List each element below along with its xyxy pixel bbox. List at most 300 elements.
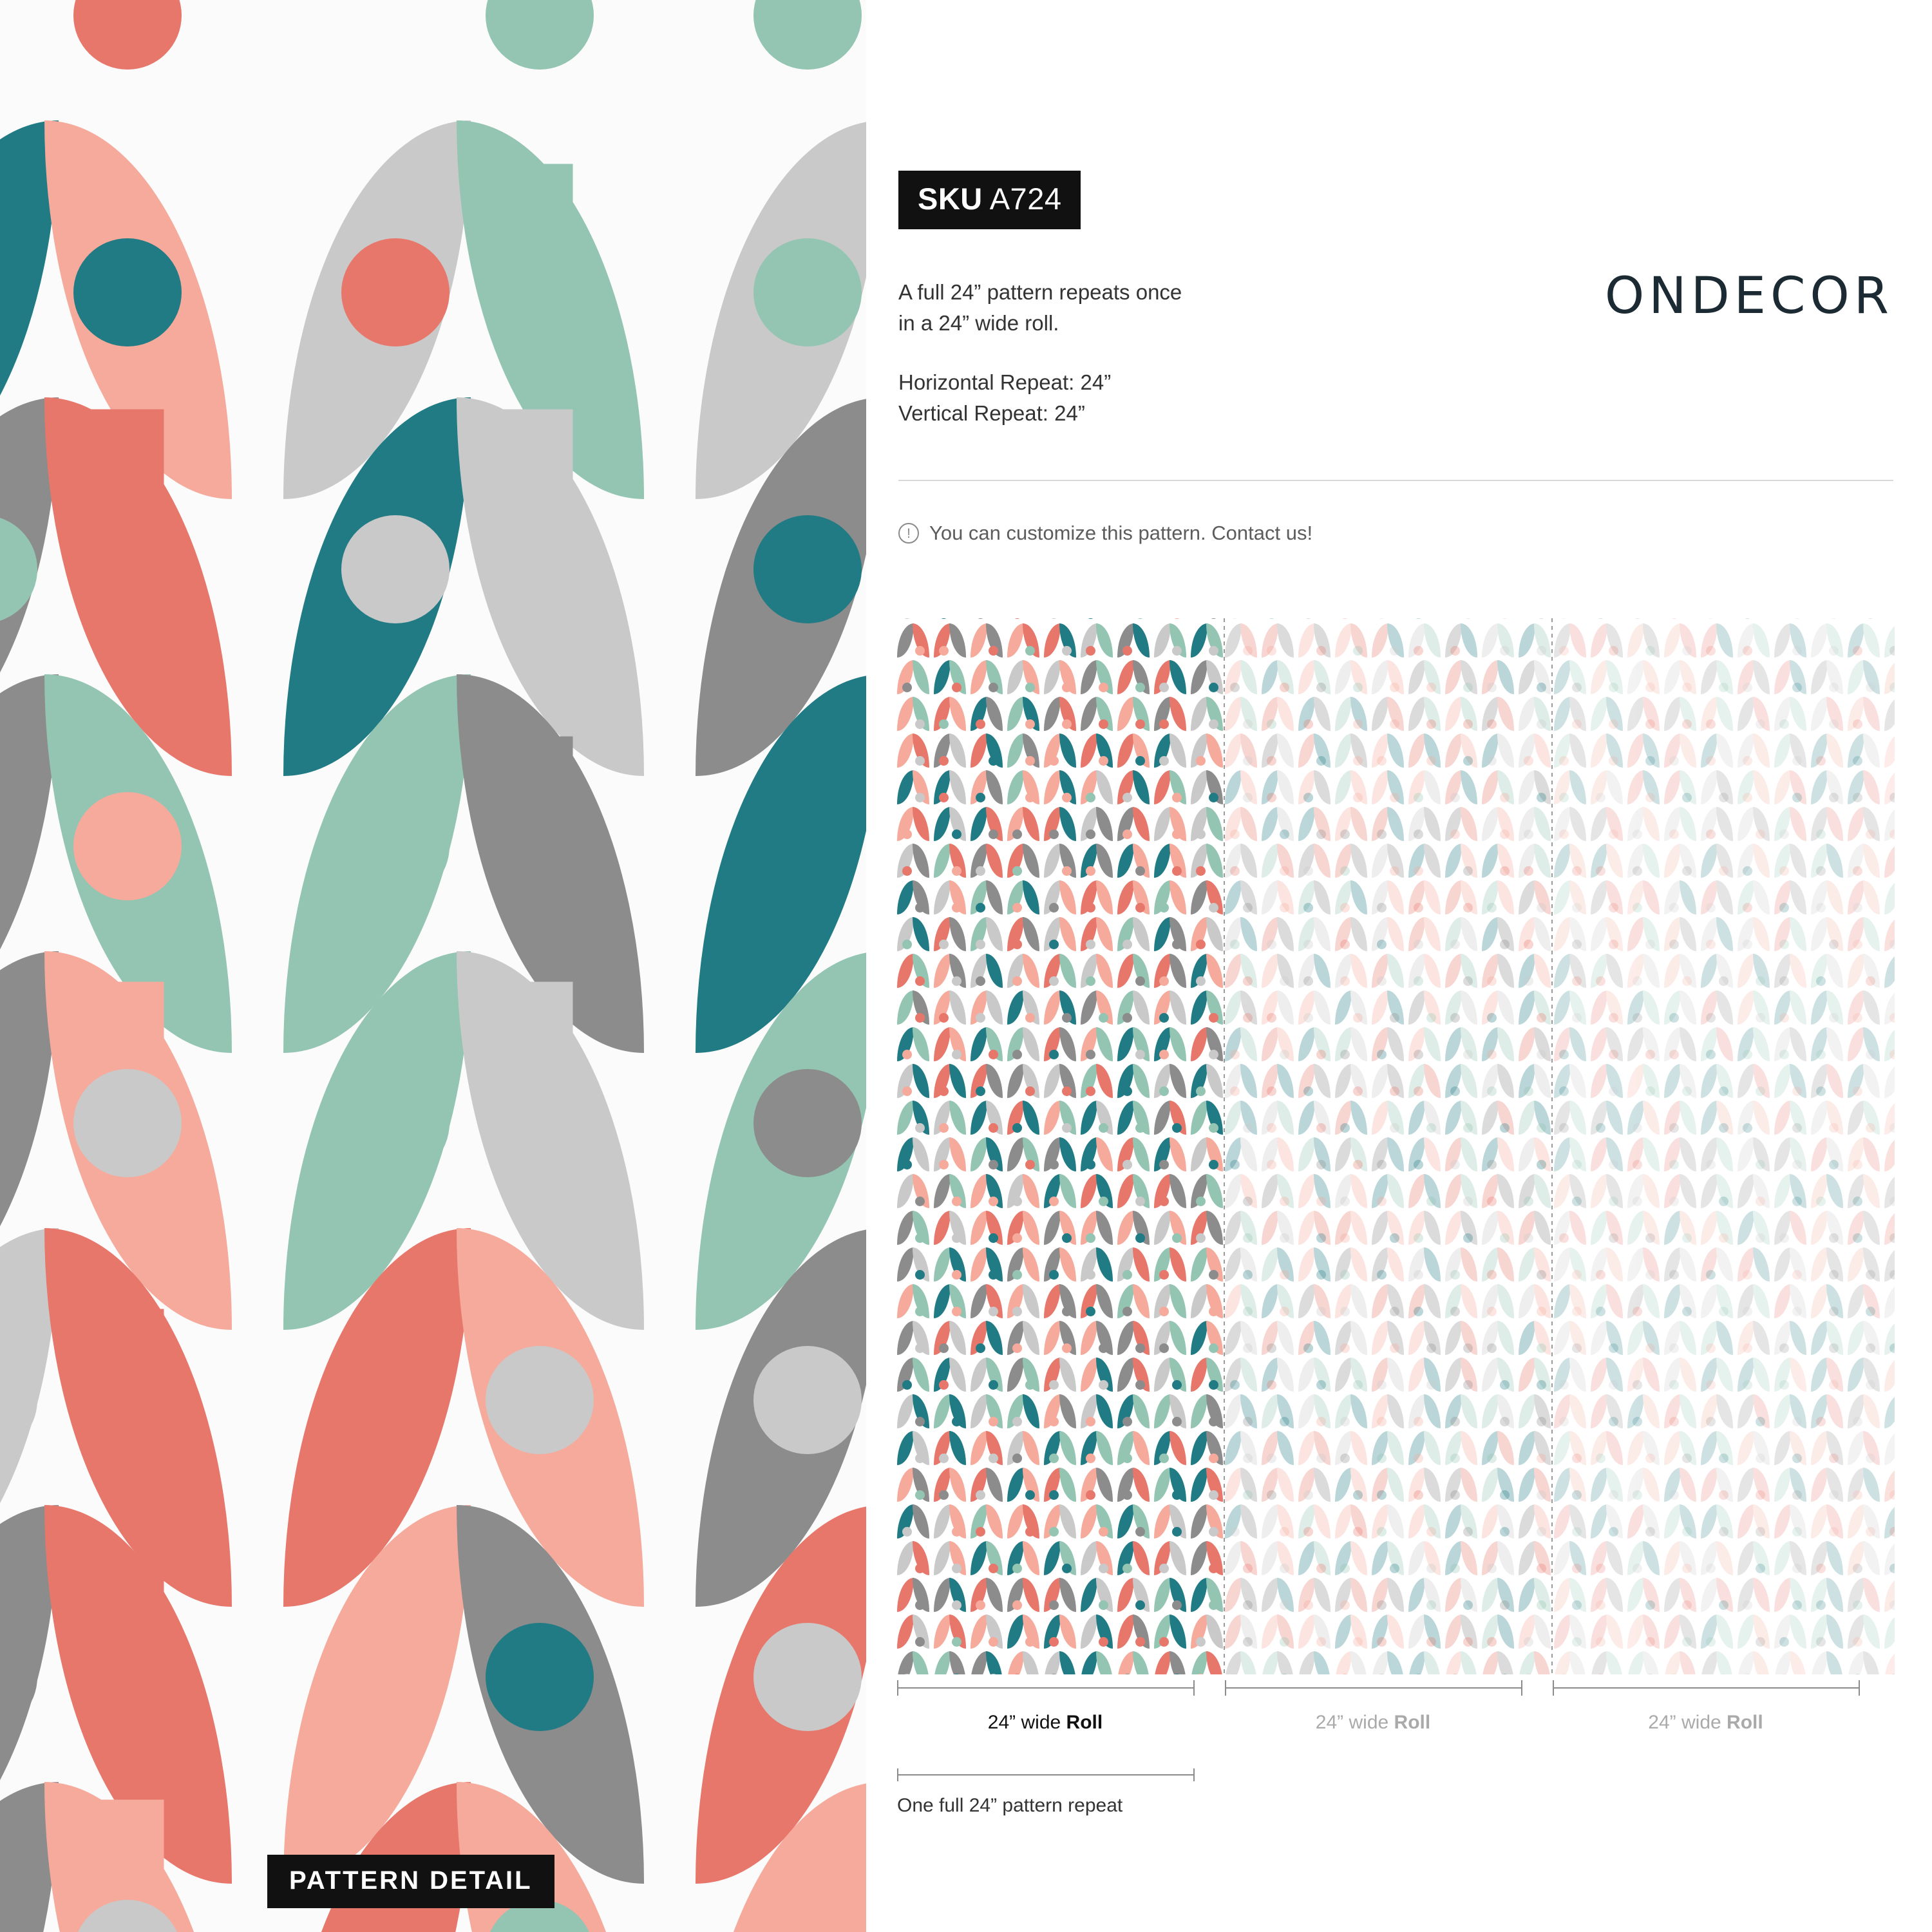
accent-dot	[1390, 646, 1399, 656]
accent-dot	[1816, 1637, 1826, 1647]
accent-dot	[1537, 1564, 1546, 1573]
accent-dot	[1682, 1086, 1692, 1096]
accent-dot	[1230, 829, 1240, 839]
accent-dot	[989, 1050, 998, 1059]
accent-dot	[1243, 903, 1253, 913]
accent-dot	[952, 1307, 961, 1316]
accent-dot	[939, 1454, 949, 1463]
accent-dot	[1280, 1270, 1289, 1280]
accent-dot	[753, 515, 862, 623]
accent-dot	[1779, 903, 1789, 913]
accent-dot	[915, 976, 925, 986]
accent-dot	[1816, 903, 1826, 913]
accent-dot	[1719, 1490, 1728, 1500]
accent-dot	[1243, 646, 1253, 656]
accent-dot	[1340, 1600, 1350, 1610]
accent-dot	[1500, 793, 1510, 802]
accent-dot	[1135, 1380, 1145, 1390]
accent-dot	[1829, 1490, 1839, 1500]
accent-dot	[1889, 683, 1895, 692]
accent-dot	[1682, 1527, 1692, 1537]
accent-dot	[73, 792, 182, 900]
accent-dot	[1159, 1050, 1169, 1059]
accent-dot	[1426, 1564, 1436, 1573]
accent-dot	[902, 618, 912, 619]
accent-dot	[1609, 719, 1618, 729]
accent-dot	[1645, 683, 1655, 692]
accent-dot	[1792, 683, 1802, 692]
accent-dot	[1572, 866, 1582, 876]
accent-dot	[1866, 976, 1875, 986]
accent-dot	[1487, 1160, 1497, 1170]
accent-dot	[1866, 829, 1875, 839]
leaf-right	[1534, 1651, 1551, 1674]
accent-dot	[1743, 646, 1752, 656]
accent-dot	[915, 1343, 925, 1353]
pattern-motif	[1884, 1637, 1895, 1674]
accent-dot	[1353, 719, 1363, 729]
accent-dot	[1390, 793, 1399, 802]
leaf-left	[1007, 1651, 1024, 1674]
roll-3	[1554, 618, 1895, 1674]
accent-dot	[1537, 903, 1546, 913]
pattern-motif	[1117, 1637, 1150, 1674]
accent-dot	[1099, 683, 1108, 692]
accent-dot	[1463, 976, 1473, 986]
leaf-right	[1096, 1651, 1113, 1674]
accent-dot	[1267, 1454, 1276, 1463]
sku-value: A724	[989, 182, 1062, 216]
leaf-left	[1298, 1651, 1315, 1674]
accent-dot	[1792, 1527, 1802, 1537]
accent-dot	[1230, 940, 1240, 949]
accent-dot	[1500, 1527, 1510, 1537]
accent-dot	[1633, 618, 1642, 619]
accent-dot	[952, 1233, 961, 1243]
accent-dot	[1377, 1527, 1387, 1537]
accent-dot	[1706, 1417, 1716, 1426]
accent-dot	[1122, 1307, 1132, 1316]
accent-dot	[1062, 1013, 1072, 1023]
accent-dot	[1062, 1564, 1072, 1573]
leaf-right	[1680, 1651, 1696, 1674]
accent-dot	[1230, 1086, 1240, 1096]
pattern-motif	[1191, 1637, 1223, 1674]
accent-dot	[1779, 719, 1789, 729]
accent-dot	[1645, 793, 1655, 802]
accent-dot	[1086, 976, 1095, 986]
pattern-motif	[1848, 1637, 1880, 1674]
accent-dot	[1172, 793, 1182, 802]
accent-dot	[753, 1069, 862, 1177]
pattern-motif	[696, 1623, 866, 1932]
accent-dot	[1243, 756, 1253, 766]
accent-dot	[1267, 1343, 1276, 1353]
leaf-right	[1240, 1651, 1257, 1674]
accent-dot	[1377, 1050, 1387, 1059]
accent-dot	[1719, 1600, 1728, 1610]
accent-dot	[1267, 646, 1276, 656]
accent-dot	[1537, 1307, 1546, 1316]
accent-dot	[1756, 1417, 1765, 1426]
accent-dot	[1889, 793, 1895, 802]
accent-dot	[1099, 1013, 1108, 1023]
accent-dot	[1743, 903, 1752, 913]
dimension-line	[1553, 1687, 1859, 1689]
leaf-left	[1482, 1651, 1499, 1674]
accent-dot	[1524, 866, 1533, 876]
accent-dot	[1196, 756, 1206, 766]
accent-dot	[1377, 618, 1387, 619]
accent-dot	[1633, 1380, 1642, 1390]
accent-dot	[1537, 618, 1546, 619]
accent-dot	[1743, 866, 1752, 876]
accent-dot	[976, 719, 985, 729]
accent-dot	[1062, 683, 1072, 692]
roll-divider-1	[1224, 618, 1225, 1674]
accent-dot	[1209, 1564, 1218, 1573]
accent-dot	[1524, 756, 1533, 766]
accent-dot	[1135, 976, 1145, 986]
accent-dot	[1645, 1343, 1655, 1353]
accent-dot	[1209, 1123, 1218, 1133]
accent-dot	[1230, 683, 1240, 692]
accent-dot	[1340, 1454, 1350, 1463]
accent-dot	[1209, 683, 1218, 692]
accent-dot	[1172, 646, 1182, 656]
accent-dot	[1596, 1600, 1605, 1610]
accent-dot	[1196, 1233, 1206, 1243]
accent-dot	[976, 1600, 985, 1610]
accent-dot	[1209, 719, 1218, 729]
accent-dot	[989, 683, 998, 692]
accent-dot	[1792, 1270, 1802, 1280]
leaf-right	[1133, 1651, 1150, 1674]
accent-dot	[952, 683, 961, 692]
accent-dot	[1122, 940, 1132, 949]
accent-dot	[1280, 683, 1289, 692]
pattern-motif	[1154, 1637, 1186, 1674]
accent-dot	[1779, 1343, 1789, 1353]
leaf-left	[1519, 1651, 1535, 1674]
accent-dot	[1122, 646, 1132, 656]
accent-dot	[1414, 1050, 1423, 1059]
accent-dot	[1267, 940, 1276, 949]
accent-dot	[1377, 1454, 1387, 1463]
roll-divider-2	[1551, 618, 1553, 1674]
dimension-tick	[897, 1680, 898, 1696]
accent-dot	[939, 940, 949, 949]
accent-dot	[915, 646, 925, 656]
accent-dot	[1316, 1637, 1326, 1647]
accent-dot	[73, 1900, 182, 1932]
accent-dot	[1135, 756, 1145, 766]
accent-dot	[1792, 1564, 1802, 1573]
accent-dot	[1450, 829, 1460, 839]
accent-dot	[1792, 1197, 1802, 1206]
pattern-motif	[897, 1637, 929, 1674]
accent-dot	[1303, 1527, 1313, 1537]
accent-dot	[1645, 646, 1655, 656]
accent-dot	[1706, 829, 1716, 839]
accent-dot	[1099, 1123, 1108, 1133]
accent-dot	[1463, 1197, 1473, 1206]
accent-dot	[1829, 618, 1839, 619]
accent-dot	[1719, 1197, 1728, 1206]
accent-dot	[1792, 1417, 1802, 1426]
accent-dot	[1537, 1160, 1546, 1170]
accent-dot	[1209, 1343, 1218, 1353]
accent-dot	[1280, 1307, 1289, 1316]
accent-dot	[1099, 1600, 1108, 1610]
accent-dot	[976, 940, 985, 949]
accent-dot	[1633, 1490, 1642, 1500]
accent-dot	[1243, 1564, 1253, 1573]
accent-dot	[1792, 1490, 1802, 1500]
accent-dot	[1122, 1013, 1132, 1023]
accent-dot	[1633, 1307, 1642, 1316]
roll-label-prefix: 24” wide	[987, 1712, 1066, 1733]
accent-dot	[1280, 1637, 1289, 1647]
accent-dot	[1463, 903, 1473, 913]
accent-dot	[1340, 618, 1350, 619]
accent-dot	[1853, 940, 1862, 949]
accent-dot	[1719, 793, 1728, 802]
accent-dot	[1377, 1637, 1387, 1647]
accent-dot	[1609, 1527, 1618, 1537]
accent-dot	[1719, 683, 1728, 692]
accent-dot	[1609, 646, 1618, 656]
accent-dot	[1572, 1490, 1582, 1500]
pattern-motif	[0, 1900, 232, 1932]
accent-dot	[1559, 793, 1569, 802]
accent-dot	[1682, 719, 1692, 729]
accent-dot	[486, 0, 594, 70]
roll-2	[1225, 618, 1553, 1674]
accent-dot	[952, 1527, 961, 1537]
accent-dot	[902, 829, 912, 839]
accent-dot	[1414, 866, 1423, 876]
accent-dot	[1645, 1233, 1655, 1243]
accent-dot	[1537, 1123, 1546, 1133]
accent-dot	[1889, 1564, 1895, 1573]
accent-dot	[1340, 1564, 1350, 1573]
accent-dot	[1159, 1086, 1169, 1096]
accent-dot	[1559, 646, 1569, 656]
leaf-left	[1154, 1651, 1171, 1674]
accent-dot	[1243, 1490, 1253, 1500]
accent-dot	[1049, 1600, 1059, 1610]
accent-dot	[1426, 719, 1436, 729]
accent-dot	[1049, 1380, 1059, 1390]
pattern-motif	[1554, 1637, 1586, 1674]
accent-dot	[1487, 1197, 1497, 1206]
accent-dot	[1243, 1270, 1253, 1280]
pattern-motif	[1811, 1637, 1843, 1674]
accent-dot	[1196, 940, 1206, 949]
accent-dot	[939, 756, 949, 766]
accent-dot	[1049, 829, 1059, 839]
accent-dot	[1596, 1564, 1605, 1573]
accent-dot	[1669, 756, 1679, 766]
accent-dot	[1025, 683, 1035, 692]
accent-dot	[1524, 1086, 1533, 1096]
accent-dot	[1500, 1490, 1510, 1500]
leaf-left	[1591, 1651, 1607, 1674]
accent-dot	[1196, 1197, 1206, 1206]
accent-dot	[1280, 866, 1289, 876]
accent-dot	[1230, 1050, 1240, 1059]
leaf-left	[1335, 1651, 1352, 1674]
accent-dot	[1866, 1343, 1875, 1353]
accent-dot	[1025, 1086, 1035, 1096]
accent-dot	[1353, 793, 1363, 802]
leaf-right	[1314, 1651, 1331, 1674]
accent-dot	[1135, 1343, 1145, 1353]
accent-dot	[1645, 1454, 1655, 1463]
accent-dot	[1572, 903, 1582, 913]
accent-dot	[1196, 866, 1206, 876]
accent-dot	[1853, 1013, 1862, 1023]
accent-dot	[753, 1623, 862, 1731]
accent-dot	[1609, 1160, 1618, 1170]
accent-dot	[1572, 1527, 1582, 1537]
accent-dot	[1159, 1270, 1169, 1280]
accent-dot	[1316, 1564, 1326, 1573]
leaf-right	[1023, 1651, 1039, 1674]
dimension-tick	[1521, 1680, 1522, 1696]
accent-dot	[1025, 756, 1035, 766]
accent-dot	[1267, 719, 1276, 729]
accent-dot	[1829, 1454, 1839, 1463]
accent-dot	[1377, 940, 1387, 949]
accent-dot	[952, 1417, 961, 1426]
accent-dot	[1559, 756, 1569, 766]
accent-dot	[1853, 646, 1862, 656]
accent-dot	[1596, 618, 1605, 619]
accent-dot	[1645, 940, 1655, 949]
accent-dot	[1500, 1600, 1510, 1610]
accent-dot	[952, 1564, 961, 1573]
accent-dot	[1316, 1380, 1326, 1390]
accent-dot	[1779, 866, 1789, 876]
accent-dot	[1122, 1417, 1132, 1426]
dimension-tick	[1859, 1680, 1860, 1696]
roll-preview	[897, 618, 1892, 1674]
accent-dot	[1267, 1490, 1276, 1500]
accent-dot	[1159, 1197, 1169, 1206]
accent-dot	[1706, 618, 1716, 619]
accent-dot	[1609, 1343, 1618, 1353]
accent-dot	[1596, 976, 1605, 986]
accent-dot	[1062, 793, 1072, 802]
accent-dot	[1135, 866, 1145, 876]
accent-dot	[1889, 940, 1895, 949]
accent-dot	[1426, 1013, 1436, 1023]
description-line-1: A full 24” pattern repeats once	[898, 280, 1182, 304]
accent-dot	[1209, 1270, 1218, 1280]
accent-dot	[1340, 1197, 1350, 1206]
accent-dot	[902, 866, 912, 876]
accent-dot	[952, 1637, 961, 1647]
accent-dot	[1633, 866, 1642, 876]
accent-dot	[1450, 1564, 1460, 1573]
accent-dot	[1537, 1454, 1546, 1463]
accent-dot	[1025, 1013, 1035, 1023]
accent-dot	[1816, 1086, 1826, 1096]
accent-dot	[1609, 1417, 1618, 1426]
pattern-motif	[1627, 1637, 1660, 1674]
accent-dot	[1889, 646, 1895, 656]
leaf-right	[1424, 1651, 1441, 1674]
leaf-right	[1826, 1651, 1843, 1674]
accent-dot	[1340, 940, 1350, 949]
accent-dot	[1025, 719, 1035, 729]
accent-dot	[1669, 1380, 1679, 1390]
accent-dot	[976, 976, 985, 986]
accent-dot	[1537, 646, 1546, 656]
accent-dot	[1500, 646, 1510, 656]
accent-dot	[1209, 1454, 1218, 1463]
leaf-right	[1863, 1651, 1880, 1674]
accent-dot	[1243, 1637, 1253, 1647]
accent-dot	[915, 1197, 925, 1206]
accent-dot	[1853, 1600, 1862, 1610]
accent-dot	[1012, 1417, 1022, 1426]
repeat-caption: One full 24” pattern repeat	[897, 1795, 1123, 1816]
accent-dot	[1463, 1600, 1473, 1610]
accent-dot	[1756, 1454, 1765, 1463]
accent-dot	[1267, 756, 1276, 766]
accent-dot	[1450, 940, 1460, 949]
accent-dot	[1743, 1600, 1752, 1610]
accent-dot	[1609, 1086, 1618, 1096]
accent-dot	[1792, 646, 1802, 656]
accent-dot	[1316, 683, 1326, 692]
accent-dot	[1816, 829, 1826, 839]
accent-dot	[1669, 1197, 1679, 1206]
accent-dot	[976, 1527, 985, 1537]
accent-dot	[1829, 1013, 1839, 1023]
accent-dot	[1390, 1233, 1399, 1243]
leaf-right	[1206, 1651, 1223, 1674]
accent-dot	[1559, 1233, 1569, 1243]
accent-dot	[1303, 793, 1313, 802]
accent-dot	[1209, 1307, 1218, 1316]
accent-dot	[1377, 1160, 1387, 1170]
accent-dot	[1487, 1270, 1497, 1280]
accent-dot	[1414, 1086, 1423, 1096]
accent-dot	[915, 903, 925, 913]
accent-dot	[1303, 976, 1313, 986]
accent-dot	[939, 1013, 949, 1023]
accent-dot	[1853, 1233, 1862, 1243]
accent-dot	[1756, 1637, 1765, 1647]
accent-dot	[486, 1346, 594, 1454]
accent-dot	[1719, 1527, 1728, 1537]
accent-dot	[1487, 683, 1497, 692]
accent-dot	[1353, 756, 1363, 766]
accent-dot	[915, 793, 925, 802]
accent-dot	[1426, 1527, 1436, 1537]
accent-dot	[1706, 1160, 1716, 1170]
accent-dot	[1049, 1637, 1059, 1647]
accent-dot	[1303, 940, 1313, 949]
accent-dot	[1122, 829, 1132, 839]
accent-dot	[915, 1637, 925, 1647]
leaf-right	[1569, 1651, 1586, 1674]
accent-dot	[1524, 976, 1533, 986]
